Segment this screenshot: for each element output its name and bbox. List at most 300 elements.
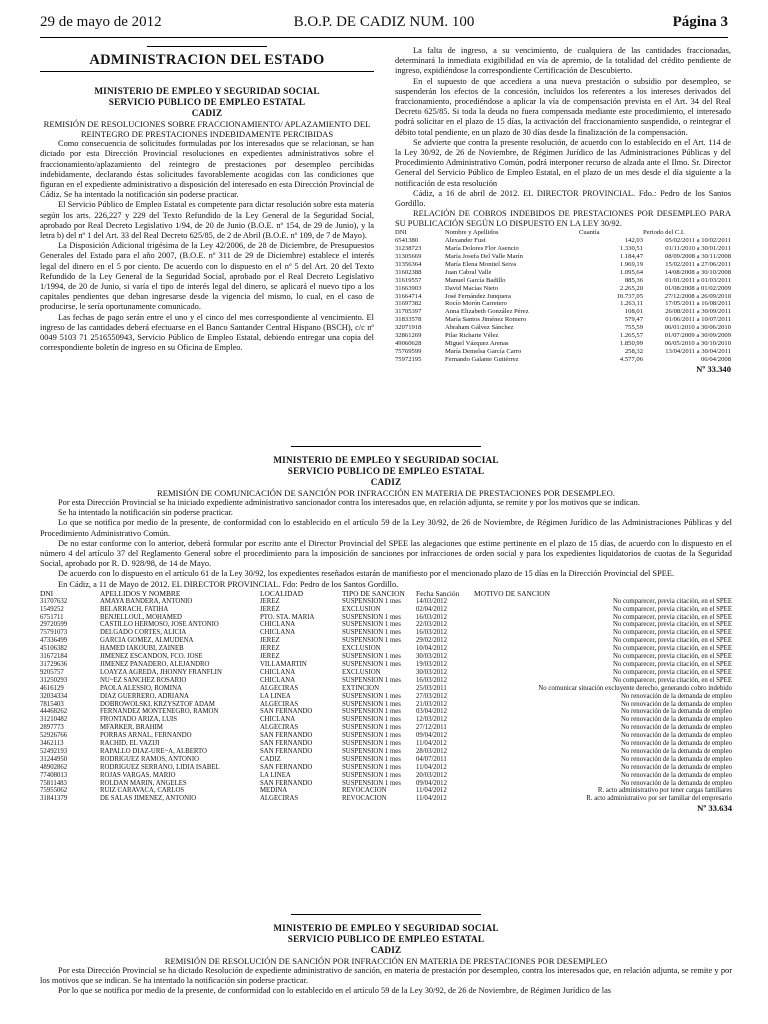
name-cell: BELARRACH, FATIHA (100, 605, 169, 613)
name-cell: Manuel García Badillo (445, 276, 506, 284)
table-header-row (395, 229, 731, 237)
column-header: DNI (40, 589, 54, 598)
reference-number: Nº 33.340 (696, 363, 731, 374)
sanction-type-cell: SUSPENSION 1 mes (342, 747, 401, 755)
locality-cell: JEREZ (260, 597, 280, 605)
sanction-date-cell: 04/07/2011 (416, 755, 447, 763)
sanction-type-cell: SUSPENSION 1 mes (342, 755, 401, 763)
paragraph: En el supuesto de que accediera a una nueva prestación o subsidio por desempleo, se suspenderán los efectos de la concesión, incluidos los referentes a los intereses derivados del fraccionamiento, procediéndose a aplicar la vía de compensación prevista en el Art. 34 del Real Decreto 625/85. Si toda la deuda no fuera compensada mediante este procedimiento, el interesado podrá solicitar en el plazo de 15 días, la activación del fraccionamiento suspendido, o reintegrar el débito total pendiente, en un plazo de 30 días desde la finalización de la compensación. (395, 76, 731, 137)
table-row (395, 332, 731, 340)
divider (147, 46, 267, 47)
name-cell: Miguel Vázquez Arenas (445, 339, 509, 347)
sanction-date-cell: 20/03/2012 (416, 771, 447, 779)
sanction-date-cell: 27/12/2011 (416, 724, 447, 732)
reason-cell: No renovación de la demanda de empleo (621, 692, 732, 700)
service-heading: SERVICIO PUBLICO DE EMPLEO ESTATAL (287, 466, 485, 476)
dni-cell: 75791073 (40, 629, 68, 637)
paragraph: Por lo que se notifica por medio de la presente, de conformidad con lo establecido en el artículo 59 de la Ley 30/92, de 26 de Noviembre, de Régimen Jurídico de las (58, 986, 612, 996)
column-header: Periodo del C.I. (643, 229, 685, 237)
reason-cell: No renovación de la demanda de empleo (621, 771, 732, 779)
reason-cell: No comparecer, previa citación, en el SPEE (612, 597, 732, 605)
dni-cell: 6541380 (395, 237, 419, 245)
table-row (395, 261, 731, 269)
locality-cell: PTO. STA. MARIA (260, 613, 315, 621)
table-row (40, 693, 732, 701)
sanctions-table (40, 590, 732, 803)
table-row (395, 348, 731, 356)
reason-cell: No comparecer, previa citación, en el SPEE (612, 676, 732, 684)
dni-cell: 29720599 (40, 621, 68, 629)
name-cell: LOAYZA AGREDA, JHONNY FRANFLIN (100, 668, 222, 676)
sanction-date-cell: 30/03/2012 (416, 653, 447, 661)
table-row (395, 269, 731, 277)
name-cell: DE SALAS JIMENEZ, ANTONIO (100, 795, 197, 803)
dni-cell: 75972195 (395, 355, 422, 363)
period-cell: 01/01/2011 a 01/03/2011 (665, 276, 731, 284)
locality-cell: JEREZ (260, 637, 280, 645)
sanction-date-cell: 29/02/2012 (416, 637, 447, 645)
dni-cell: 75811483 (40, 779, 67, 787)
sanction-type-cell: SUSPENSION 1 mes (342, 637, 401, 645)
reason-cell: No comparecer, previa citación, en el SPEE (612, 605, 732, 613)
table-row (40, 606, 732, 614)
dni-cell: 6751711 (40, 613, 64, 621)
sanction-date-cell: 09/04/2012 (416, 732, 447, 740)
dni-cell: 31705397 (395, 308, 422, 316)
name-cell: JIMENEZ PANADERO, ALEJANDRO (100, 660, 210, 668)
amount-cell: 142,03 (624, 237, 643, 245)
reason-cell: No renovación de la demanda de empleo (621, 763, 732, 771)
name-cell: Fernando Galante Gutiérrez (445, 355, 519, 363)
table-row (395, 340, 731, 348)
sanction-date-cell: 12/03/2012 (416, 716, 447, 724)
reason-cell: No comparecer, previa citación, en el SPEE (612, 645, 732, 653)
table-row (40, 685, 732, 693)
table-row (40, 780, 732, 788)
paragraph: La Disposición Adicional trigésima de la Ley 42/2006, de 28 de Diciembre, de Presupuestos Generales del Estado para el año 2007, (B.O.E. nº 311 de 29 de Diciembre) establece el interés legal del dinero en el 5 por ciento. De acuerdo con lo dispuesto en el nº 5 del Art. 20 del Texto Refundido de la Ley General de la Seguridad Social, aprobado por el Real Decreto Legislativo 1/1994, de 20 de Junio, si varía el tipo de interés legal del dinero, se aplicará el nuevo tipo a los capitales pendientes que deban ingresarse desde la vigencia del mismo, lo cual, en el caso de producirse, le sería oportunamente comunicado. (40, 241, 374, 312)
table-row (40, 598, 732, 606)
name-cell: GARCIA GOMEZ, ALMUDENA (100, 637, 194, 645)
sanction-type-cell: SUSPENSION 1 mes (342, 653, 401, 661)
header-publication: B.O.P. DE CADIZ NUM. 100 (293, 14, 475, 30)
dni-cell: 48902862 (40, 763, 68, 771)
subject-heading: REMISIÓN DE RESOLUCIONES SOBRE FRACCIONAMIENTO/ APLAZAMIENTO DEL REINTEGRO DE PRESTACIONES INDEBIDAMENTE PERCIBIDAS (43, 119, 371, 140)
name-cell: Pilar Richarte Vélez (445, 332, 499, 340)
name-cell: DOBROWOLSKI, KRZYSZTOF ADAM (100, 700, 215, 708)
city-heading: CADIZ (370, 477, 402, 487)
sanction-type-cell: SUSPENSION 1 mes (342, 692, 401, 700)
sanctions-notice-section (40, 446, 732, 814)
table-row (40, 756, 732, 764)
amount-cell: 1.969,19 (619, 260, 643, 268)
name-cell: BENJELLOUL, MOHAMED (100, 613, 182, 621)
locality-cell: SAN FERNANDO (260, 747, 313, 755)
dni-cell: 77408013 (40, 771, 68, 779)
signature-line: En Cádiz, a 11 de Mayo de 2012. EL DIRECTOR PROVINCIAL. Fdo: Pedro de los Santos Gordillo. (58, 579, 399, 589)
amount-cell: 4.577,06 (619, 355, 643, 363)
table-row (40, 637, 732, 645)
dni-cell: 31305669 (395, 252, 422, 260)
table-row (395, 293, 731, 301)
sanction-type-cell: SUSPENSION 1 mes (342, 676, 401, 684)
table-row (40, 614, 732, 622)
reason-cell: No renovación de la demanda de empleo (621, 740, 732, 748)
locality-cell: JEREZ (260, 605, 280, 613)
period-cell: 06/04/2008 (700, 355, 731, 363)
name-cell: David Macías Nieto (445, 284, 499, 292)
locality-cell: MEDINA (260, 787, 288, 795)
sanction-date-cell: 10/04/2012 (416, 645, 447, 653)
dni-cell: 31707632 (40, 597, 68, 605)
name-cell: Abraham Gálvez Sánchez (445, 324, 514, 332)
name-cell: RUIZ CARAVACA, CARLOS (100, 787, 185, 795)
dni-cell: 32071918 (395, 324, 422, 332)
locality-cell: LA LINEA (260, 771, 291, 779)
paragraph: De no estar conforme con lo anterior, deberá formular por escrito ante el Director Provincial del SPEE las alegaciones que estime pertinente en el plazo de 15 días, de acuerdo con lo dispuesto en el número 4 del artículo 37 del Reglamento General sobre el procedimiento para la imposición de sanciones por infracciones de orden social y para los expedientes liquidatorios de cuotas de la Seguridad Social, aprobado por R. D. 928/98, de 14 de Mayo. (40, 538, 732, 569)
sanction-type-cell: SUSPENSION 1 mes (342, 613, 401, 621)
name-cell: AMAYA BANDERA, ANTONIO (100, 597, 193, 605)
sanction-date-cell: 09/04/2012 (416, 779, 447, 787)
locality-cell: CHICLANA (260, 716, 296, 724)
table-row (395, 245, 731, 253)
reason-cell: No renovación de la demanda de empleo (621, 732, 732, 740)
sanction-date-cell: 11/04/2012 (416, 740, 447, 748)
left-column (40, 46, 374, 353)
dni-cell: 52492193 (40, 747, 68, 755)
paragraph: Por esta Dirección Provincial se ha dictado Resolución de expediente administrativo de sanción, en materia de prestación por desempleo, contra los interesados que, en relación adjunta, se remite y por los motivos que se indican. Se ha intentado la notificación sin poderse practicar. (40, 966, 732, 986)
service-heading: SERVICIO PUBLICO DE EMPLEO ESTATAL (108, 97, 306, 108)
sanction-type-cell: REVOCACION (342, 795, 387, 803)
dni-cell: 44468262 (40, 708, 68, 716)
reason-cell: No comparecer, previa citación, en el SPEE (612, 668, 732, 676)
ministry-heading: MINISTERIO DE EMPLEO Y SEGURIDAD SOCIAL (94, 86, 320, 97)
period-cell: 14/08/2008 a 30/10/2008 (664, 268, 731, 276)
locality-cell: ALGECIRAS (260, 700, 299, 708)
name-cell: NU~EZ SANCHEZ ROSARIO (100, 676, 187, 684)
period-cell: 06/05/2010 a 30/10/2010 (664, 339, 731, 347)
dni-cell: 31210482 (40, 716, 68, 724)
name-cell: Alexander Fust (445, 237, 486, 245)
sanction-type-cell: SUSPENSION 1 mes (342, 724, 401, 732)
dni-cell: 45106382 (40, 645, 68, 653)
ministry-heading: MINISTERIO DE EMPLEO Y SEGURIDAD SOCIAL (273, 455, 499, 465)
table-row (40, 787, 732, 795)
period-cell: 01/08/2008 a 01/02/2009 (664, 284, 731, 292)
name-cell: DELGADO CORTES, ALICIA (100, 629, 187, 637)
ministry-heading: MINISTERIO DE EMPLEO Y SEGURIDAD SOCIAL (273, 923, 499, 933)
amount-cell: 885,36 (624, 276, 643, 284)
paragraph: Por esta Dirección Provincial se ha iniciado expediente administrativo sancionador contra los interesados que, en relación adjunta, se remite y por los motivos que se indican. (58, 498, 640, 507)
sanction-type-cell: EXTINCION (342, 684, 379, 692)
sanction-type-cell: SUSPENSION 1 mes (342, 732, 401, 740)
reason-cell: No renovación de la demanda de empleo (621, 779, 732, 787)
name-cell: MFARKER, BRAHIM (100, 724, 163, 732)
amount-cell: 1.095,64 (619, 268, 643, 276)
dni-cell: 75769599 (395, 347, 422, 355)
reason-cell: No renovación de la demanda de empleo (621, 755, 732, 763)
sanction-type-cell: EXCLUSION (342, 645, 381, 653)
period-cell: 13/04/2011 a 30/04/2011 (665, 347, 731, 355)
reason-cell: No renovación de la demanda de empleo (621, 700, 732, 708)
column-header: DNI (395, 229, 407, 237)
period-cell: 26/08/2011 a 30/09/2011 (665, 308, 731, 316)
name-cell: Anna Elizabeth González Pérez (445, 308, 529, 316)
period-cell: 01/11/2010 a 30/01/2011 (665, 245, 731, 253)
locality-cell: CHICLANA (260, 668, 296, 676)
amount-cell: 755,59 (624, 324, 643, 332)
sanction-type-cell: SUSPENSION 1 mes (342, 629, 401, 637)
dni-cell: 31672184 (40, 653, 68, 661)
table-row (40, 629, 732, 637)
table-row (40, 795, 732, 803)
table-row (40, 653, 732, 661)
sanction-type-cell: REVOCACION (342, 787, 387, 795)
table-row (395, 308, 731, 316)
paragraph: La falta de ingreso, a su vencimiento, de cualquiera de las cantidades fraccionadas, determinará la inmediata exigibilidad en vía de apremio, de la totalidad del crédito pendiente de ingreso, expidiéndose la correspondiente Certificación de Descubierto. (395, 46, 731, 76)
amount-cell: 1.850,99 (619, 339, 643, 347)
dni-cell: 31250293 (40, 676, 68, 684)
amount-cell: 1.263,11 (620, 300, 643, 308)
dni-cell: 3462113 (40, 740, 64, 748)
sanction-date-cell: 27/03/2012 (416, 692, 447, 700)
dni-cell: 31697382 (395, 300, 422, 308)
name-cell: RAPALLO DIAZ-URE~A, ALBERTO (100, 747, 207, 755)
dni-cell: 31663903 (395, 284, 422, 292)
table-row (395, 285, 731, 293)
dni-cell: 31356364 (395, 260, 422, 268)
locality-cell: LA LINEA (260, 692, 291, 700)
table-row (40, 764, 732, 772)
reason-cell: No renovación de la demanda de empleo (621, 747, 732, 755)
locality-cell: SAN FERNANDO (260, 708, 313, 716)
sanction-date-cell: 30/03/2012 (416, 668, 447, 676)
name-cell: María Santos Jiménez Romero (445, 316, 527, 324)
name-cell: RODRIGUEZ RAMOS, ANTONIO (100, 755, 199, 763)
paragraph: Como consecuencia de solicitudes formuladas por los interesados que se relacionan, se han dictado por esta Dirección Provincial resoluciones en expedientes administrativos sobre el fraccionamiento/aplazamiento del reintegro de prestaciones por desempleo percibidas indebidamente, declarando éstas solicitudes favorablemente acogidas con las condiciones que figuran en el expediente administrativo a disposición del interesado en esta Dirección Provincial de Cádiz. Se ha intentado la notificación sin poderse practicar. (40, 139, 374, 200)
name-cell: Rocío Morón Carretero (445, 300, 507, 308)
sanction-date-cell: 16/03/2012 (416, 629, 447, 637)
amount-cell: 579,47 (624, 316, 643, 324)
sanction-type-cell: SUSPENSION 1 mes (342, 779, 401, 787)
reason-cell: R. acto administrativo por ser familiar del empresario (586, 795, 732, 803)
paragraph: Lo que se notifica por medio de la presente, de conformidad con lo establecido en el artículo 59 de la Ley 30/92, de 26 de Noviembre, de Régimen Jurídico de las Administraciones Públicas y del Procedimiento Administrativo Común. (40, 518, 732, 538)
table-row (40, 669, 732, 677)
table-row (40, 661, 732, 669)
name-cell: HAMED IAKOUBI, ZAINEB (100, 645, 184, 653)
name-cell: JIMENEZ ESCANDON, FCO. JOSE (100, 653, 203, 661)
dni-cell: 31244950 (40, 755, 68, 763)
sanction-type-cell: EXCLUSION (342, 605, 381, 613)
header-page-number: Página 3 (672, 14, 728, 30)
name-cell: María Demelsa García Carro (445, 347, 522, 355)
table-row (40, 701, 732, 709)
name-cell: María Josefa Del Valle Marín (445, 252, 523, 260)
period-cell: 01/07/2009 a 30/09/2009 (664, 332, 731, 340)
sanction-type-cell: SUSPENSION 1 mes (342, 763, 401, 771)
period-cell: 01/06/2011 a 10/07/2011 (665, 316, 731, 324)
locality-cell: CHICLANA (260, 676, 296, 684)
reason-cell: No comparecer, previa citación, en el SPEE (612, 660, 732, 668)
name-cell: Juan Cabral Valle (445, 268, 492, 276)
dni-cell: 31833578 (395, 316, 422, 324)
sanction-type-cell: SUSPENSION 1 mes (342, 597, 401, 605)
name-cell: PORRAS ARNAL, FERNANDO (100, 732, 192, 740)
name-cell: María Dolores Flor Asencio (445, 245, 519, 253)
city-heading: CADIZ (191, 108, 223, 119)
dni-cell: 32861269 (395, 332, 422, 340)
table-row (40, 724, 732, 732)
reason-cell: No comparecer, previa citación, en el SPEE (612, 637, 732, 645)
sanction-date-cell: 11/04/2012 (416, 763, 447, 771)
paragraph: De acuerdo con lo dispuesto en el artículo 61 de la Ley 30/92, los expedientes reseñados estarán de manifiesto por el mencionado plazo de 15 días en la Dirección Provincial del SPEE. (58, 569, 675, 579)
dni-cell: 31602388 (395, 268, 422, 276)
amount-cell: 2.265,20 (619, 284, 643, 292)
amount-cell: 1.184,47 (619, 252, 643, 260)
amount-cell: 1.265,57 (619, 332, 643, 340)
service-heading: SERVICIO PUBLICO DE EMPLEO ESTATAL (287, 934, 485, 944)
divider (291, 446, 481, 447)
column-header: MOTIVO DE SANCION (474, 589, 550, 598)
name-cell: FRONTADO ARIZA, LUIS (100, 716, 178, 724)
reference-number: Nº 33.634 (697, 803, 732, 814)
dni-cell: 75955062 (40, 787, 68, 795)
locality-cell: CADIZ (260, 755, 281, 763)
sanction-type-cell: SUSPENSION 1 mes (342, 771, 401, 779)
table-row (395, 253, 731, 261)
sanctions-resolution-section (40, 914, 732, 997)
table-header-row (40, 590, 732, 598)
name-cell: RODRIGUEZ SERRANO, LIDIA ISABEL (100, 763, 220, 771)
column-header: Fecha Sanción (416, 589, 460, 598)
column-header: Nombre y Apellidos (445, 229, 499, 237)
subject-heading: REMISIÓN DE COMUNICACIÓN DE SANCIÓN POR INFRACCIÓN EN MATERIA DE PRESTACIONES POR DESEMPLEO. (157, 488, 615, 498)
header-rule (40, 37, 728, 38)
dni-cell: 31619557 (395, 276, 422, 284)
name-cell: ROJAS VARGAS, MARIO (100, 771, 176, 779)
sanction-date-cell: 22/03/2012 (416, 621, 447, 629)
period-cell: 06/01/2010 a 30/06/2010 (664, 324, 731, 332)
sanction-type-cell: SUSPENSION 1 mes (342, 660, 401, 668)
reason-cell: R. acto administrativo por tener cargas familiares (597, 787, 732, 795)
sanction-type-cell: SUSPENSION 1 mes (342, 740, 401, 748)
dni-cell: 1549252 (40, 605, 64, 613)
sanction-date-cell: 02/04/2012 (416, 605, 447, 613)
locality-cell: ALGECIRAS (260, 724, 299, 732)
locality-cell: JEREZ (260, 645, 280, 653)
locality-cell: SAN FERNANDO (260, 740, 313, 748)
reason-cell: No renovación de la demanda de empleo (621, 708, 732, 716)
period-cell: 17/05/2011 a 16/08/2011 (665, 300, 731, 308)
sanction-date-cell: 14/03/2012 (416, 597, 447, 605)
locality-cell: CHICLANA (260, 621, 296, 629)
locality-cell: SAN FERNANDO (260, 779, 313, 787)
table-row (40, 732, 732, 740)
dni-cell: 2897773 (40, 724, 64, 732)
name-cell: María Elena Montiel Seiva (445, 260, 517, 268)
sanction-type-cell: SUSPENSION 1 mes (342, 700, 401, 708)
sanction-date-cell: 21/03/2012 (416, 700, 447, 708)
table-row (395, 277, 731, 285)
dni-cell: 49060628 (395, 339, 422, 347)
dni-cell: 7815403 (40, 700, 64, 708)
signature-line: Cádiz, a 16 de abril de 2012. EL DIRECTOR PROVINCIAL. Fdo.: Pedro de los Santos Gordillo. (395, 188, 731, 209)
table-row (395, 316, 731, 324)
column-header: TIPO DE SANCION (342, 589, 405, 598)
sanction-type-cell: SUSPENSION 1 mes (342, 621, 401, 629)
name-cell: ROLDAN MARIN, ANGELES (100, 779, 187, 787)
dni-cell: 32034334 (40, 692, 68, 700)
table-row (395, 300, 731, 308)
column-header: LOCALIDAD (260, 589, 304, 598)
subject-heading: REMISIÓN DE RESOLUCIÓN DE SANCIÓN POR INFRACCIÓN EN MATERIA DE PRESTACIONES POR DESEMPLEO (164, 956, 608, 966)
dni-cell: 9205757 (40, 668, 64, 676)
reason-cell: No comparecer, previa citación, en el SPEE (612, 621, 732, 629)
name-cell: CASTILLO HERMOSO, JOSE ANTONIO (100, 621, 219, 629)
table-row (40, 772, 732, 780)
dni-cell: 52926766 (40, 732, 68, 740)
reason-cell: No renovación de la demanda de empleo (621, 724, 732, 732)
locality-cell: ALGECIRAS (260, 684, 299, 692)
table-row (40, 708, 732, 716)
city-heading: CADIZ (370, 945, 402, 955)
page-header (40, 14, 728, 34)
paragraph: Las fechas de pago serán entre el uno y el cinco del mes correspondiente al vencimiento. El ingreso de las cantidades deberá efectuarse en el Banco Santander Central Hispano (BSCH), c/c nº 0049 5103 71 2516550943, Servicio Público de Empleo Estatal, debiendo entregar una copia del correspondiente boletín de ingreso en su Oficina de Empleo. (40, 312, 374, 353)
amount-cell: 1.330,51 (619, 245, 643, 253)
dni-cell: 31729636 (40, 660, 68, 668)
dni-cell: 31841379 (40, 795, 68, 803)
name-cell: FERNANDEZ MONTENEGRO, RAMON (100, 708, 219, 716)
locality-cell: SAN FERNANDO (260, 732, 313, 740)
sanction-type-cell: SUSPENSION 1 mes (342, 716, 401, 724)
name-cell: DIAZ GUERRERO, ADRIANA (100, 692, 189, 700)
table-row (40, 748, 732, 756)
sanction-date-cell: 16/03/2012 (416, 676, 447, 684)
refunds-table (395, 229, 731, 363)
header-date: 29 de mayo de 2012 (40, 14, 162, 30)
sanction-date-cell: 03/04/2012 (416, 708, 447, 716)
column-header: APELLIDOS Y NOMBRE (100, 589, 181, 598)
sanction-type-cell: EXCLUSION (342, 668, 381, 676)
reason-cell: No comparecer, previa citación, en el SPEE (612, 653, 732, 661)
table-row (395, 237, 731, 245)
dni-cell: 4616129 (40, 684, 64, 692)
sanction-date-cell: 25/03/2011 (416, 684, 447, 692)
locality-cell: VILLAMARTIN (260, 660, 307, 668)
name-cell: RACHID, EL VAZIJI (100, 740, 160, 748)
dni-cell: 31664714 (395, 292, 422, 300)
amount-cell: 258,32 (624, 347, 643, 355)
table-row (40, 621, 732, 629)
name-cell: PAOLA ALESSIO, ROMINA (100, 684, 182, 692)
sanction-date-cell: 11/04/2012 (416, 795, 447, 803)
sanction-date-cell: 28/03/2012 (416, 747, 447, 755)
section-title: ADMINISTRACION DEL ESTADO (40, 55, 374, 72)
right-column (395, 46, 731, 374)
paragraph: El Servicio Público de Empleo Estatal es competente para dictar resolución sobre esta materia según los arts. 226,227 y 229 del Texto Refundido de la Ley General de la Seguridad Social, aprobado por Real Decreto Legislativo 1/94, de 20 de Junio (B.O.E. nº 154, de 29 de Junio), y la letra b) del nº 1 del Art. 33 del Real Decreto 625/85, de 2 de Abril (B.O.E. nº 109, de 7 de Mayo). (40, 200, 374, 241)
sanction-date-cell: 11/04/2012 (416, 787, 447, 795)
table-row (40, 645, 732, 653)
period-cell: 27/12/2008 a 26/09/2010 (664, 292, 731, 300)
locality-cell: SAN FERNANDO (260, 763, 313, 771)
locality-cell: CHICLANA (260, 629, 296, 637)
table-row (40, 716, 732, 724)
table-title: RELACIÓN DE COBROS INDEBIDOS DE PRESTACIONES POR DESEMPLEO PARA SU PUBLICACIÓN SEGÚN LO DISPUESTO EN LA LEY 30/92. (395, 209, 731, 229)
locality-cell: JEREZ (260, 653, 280, 661)
divider (291, 914, 481, 915)
amount-cell: 10.737,05 (616, 292, 643, 300)
period-cell: 05/02/2011 a 10/02/2011 (665, 237, 731, 245)
name-cell: José Fernández Junquera (445, 292, 511, 300)
